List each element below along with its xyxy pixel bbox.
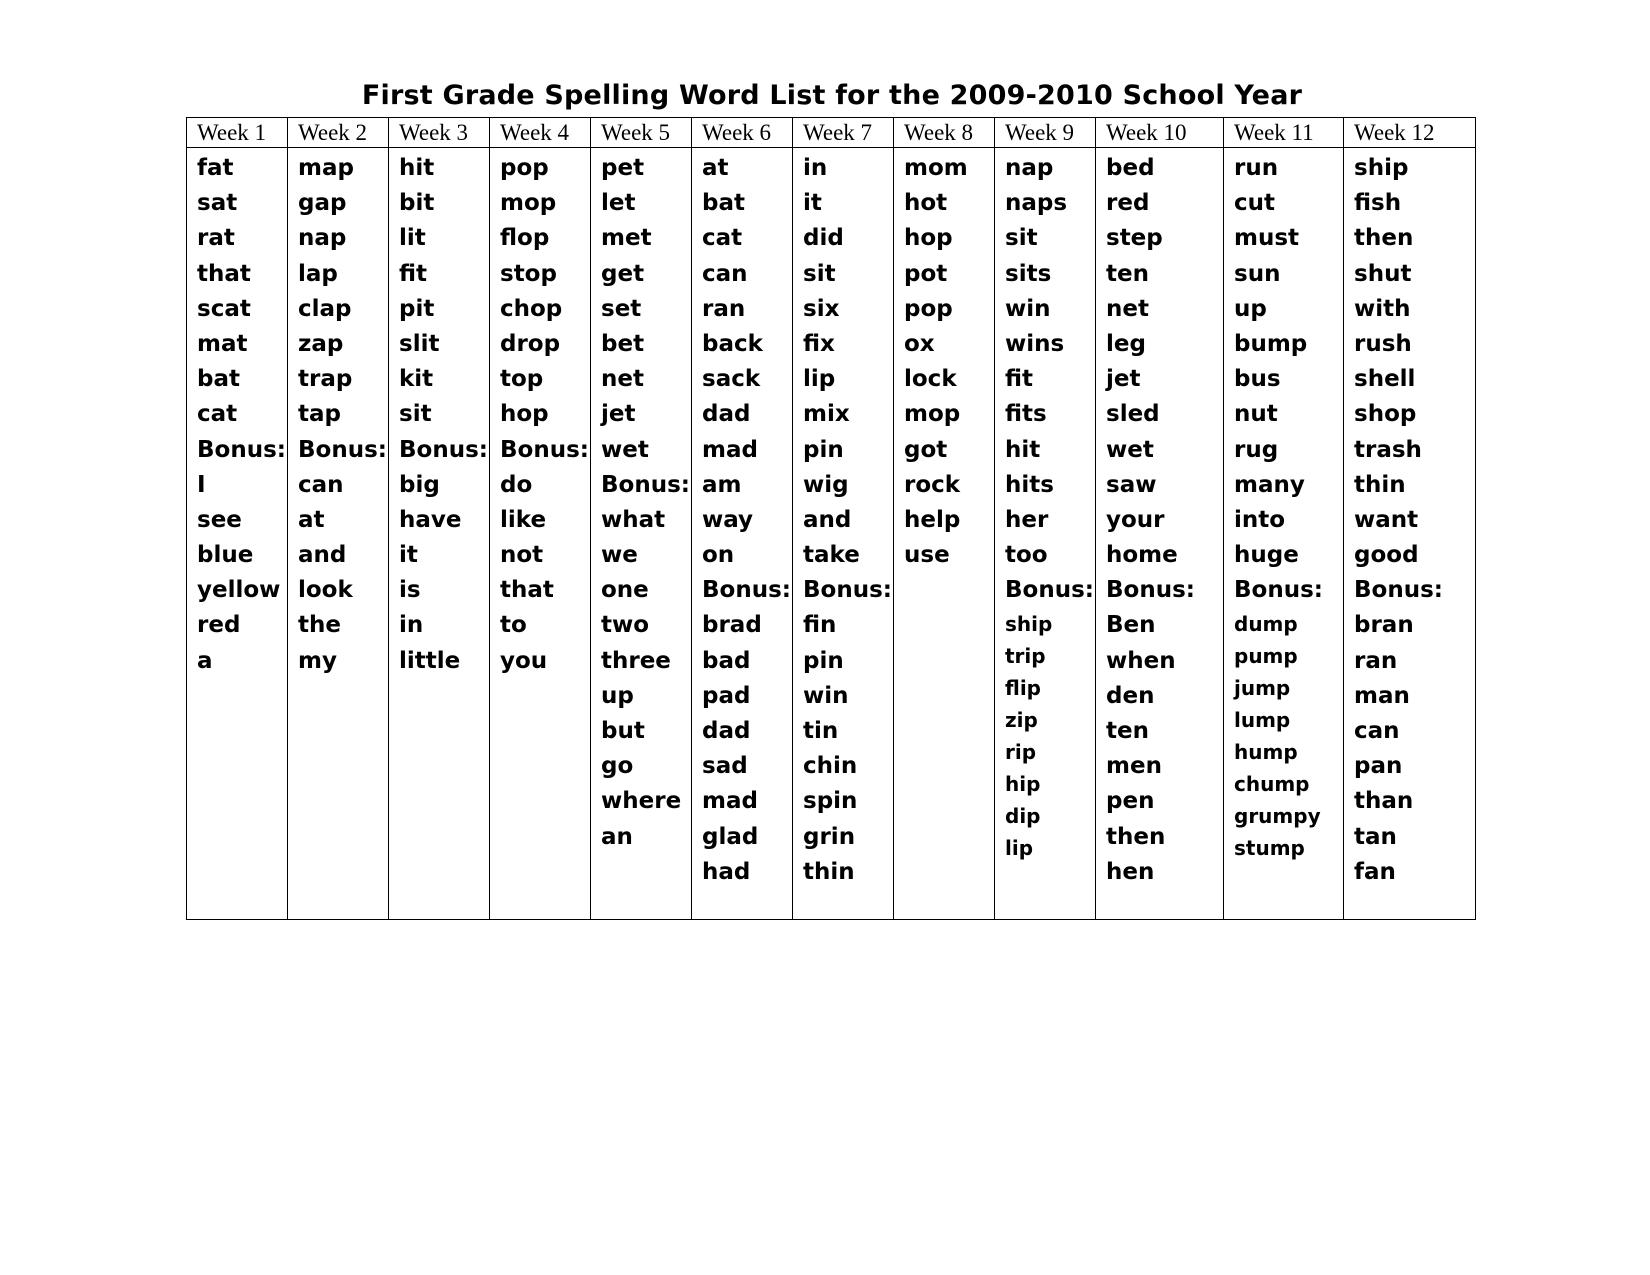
spelling-word: mat <box>197 330 248 357</box>
spelling-word: thin <box>803 858 855 885</box>
bonus-word: dump <box>1234 612 1298 637</box>
spelling-word: lit <box>399 225 426 252</box>
spelling-word: sit <box>803 260 836 287</box>
spelling-word: I <box>197 471 206 498</box>
spelling-word: leg <box>1106 330 1146 357</box>
spelling-word: lip <box>803 366 836 393</box>
spelling-word: go <box>601 753 634 780</box>
spelling-word: bed <box>1106 155 1155 181</box>
page-title: First Grade Spelling Word List for the 2009-2010 School Year <box>361 80 1303 111</box>
spelling-word: cut <box>1234 190 1276 217</box>
spelling-word: naps <box>1005 190 1068 217</box>
spelling-word: chin <box>803 753 858 780</box>
week-5-word-list <box>591 148 692 919</box>
spelling-word: nut <box>1234 401 1278 428</box>
spelling-word: see <box>197 506 242 533</box>
spelling-word: stop <box>500 260 557 287</box>
week-10-word-list <box>1096 148 1224 919</box>
spelling-word: you <box>500 647 548 674</box>
spelling-word: mix <box>803 401 850 428</box>
spelling-word: hop <box>500 401 549 428</box>
spelling-word: sit <box>399 401 432 428</box>
spelling-word: sled <box>1106 401 1160 428</box>
spelling-word: hits <box>1005 471 1054 498</box>
spelling-word: glad <box>702 823 759 850</box>
week-2-word-list <box>288 148 389 919</box>
spelling-word: net <box>1106 295 1149 322</box>
bonus-word: rip <box>1005 740 1037 765</box>
spelling-word: fit <box>399 260 428 287</box>
spelling-word: nap <box>1005 155 1054 181</box>
bonus-label: Bonus: <box>803 577 892 604</box>
spelling-word: home <box>1106 542 1178 569</box>
bonus-word: zip <box>1005 708 1038 733</box>
column-header-week-10: Week 10 <box>1106 120 1187 145</box>
spelling-word: hop <box>904 225 953 252</box>
spelling-word: jet <box>601 401 636 428</box>
spelling-word: spin <box>803 788 858 815</box>
spelling-word: pad <box>702 682 751 709</box>
spelling-word: bat <box>702 190 745 217</box>
bonus-label: Bonus: <box>500 436 589 463</box>
spelling-word: bat <box>197 366 240 393</box>
spelling-word: it <box>803 190 822 217</box>
spelling-word: trash <box>1354 436 1422 463</box>
spelling-word: up <box>1234 295 1267 322</box>
spelling-word: what <box>601 506 666 533</box>
spelling-word: thin <box>1354 471 1406 498</box>
spelling-word: mop <box>904 401 961 428</box>
bonus-label: Bonus: <box>1106 577 1195 604</box>
bonus-word: hump <box>1234 740 1298 765</box>
spelling-word: bump <box>1234 330 1308 357</box>
spelling-word: huge <box>1234 542 1299 569</box>
spelling-word: an <box>601 823 633 850</box>
spelling-word: sad <box>702 753 748 780</box>
spelling-word: win <box>1005 295 1051 322</box>
column-header-week-1: Week 1 <box>197 120 267 145</box>
spelling-word: wet <box>1106 436 1154 463</box>
spelling-word: Ben <box>1106 612 1156 639</box>
spelling-word: ship <box>1354 155 1409 181</box>
spelling-word: mom <box>904 155 968 181</box>
bonus-word: grumpy <box>1234 804 1321 829</box>
bonus-word: trip <box>1005 644 1046 669</box>
spelling-word: let <box>601 190 636 217</box>
spelling-word: set <box>601 295 642 322</box>
spelling-word: that <box>197 260 251 287</box>
spelling-word: pen <box>1106 788 1155 815</box>
spelling-word: must <box>1234 225 1300 252</box>
spelling-word: tin <box>803 718 839 744</box>
spelling-word: little <box>399 647 461 674</box>
spelling-word: lock <box>904 366 957 393</box>
spelling-word: gap <box>298 190 347 217</box>
spelling-word: sit <box>1005 225 1038 252</box>
spelling-word: that <box>500 577 554 604</box>
spelling-word: hen <box>1106 858 1155 885</box>
spelling-word: hot <box>904 190 948 217</box>
spelling-word: take <box>803 542 860 569</box>
spelling-word: my <box>298 647 337 674</box>
spelling-word: fin <box>803 612 837 639</box>
spelling-word: fix <box>803 330 835 357</box>
spelling-word: did <box>803 225 844 252</box>
spelling-word: hit <box>1005 436 1041 463</box>
spelling-word: ten <box>1106 718 1149 744</box>
bonus-label: Bonus: <box>1005 577 1094 604</box>
spelling-word: wins <box>1005 330 1065 357</box>
spelling-word: yellow <box>197 577 281 604</box>
spelling-word: tan <box>1354 823 1397 850</box>
spelling-word: into <box>1234 506 1286 533</box>
column-header-week-7: Week 7 <box>803 120 873 145</box>
column-header-week-12: Week 12 <box>1354 120 1435 145</box>
spelling-word: than <box>1354 788 1414 815</box>
spelling-word: ran <box>702 295 746 322</box>
spelling-word: met <box>601 225 652 252</box>
spelling-word: like <box>500 506 547 533</box>
spelling-word: two <box>601 612 650 639</box>
spelling-word-table <box>186 117 1476 920</box>
bonus-label: Bonus: <box>197 436 286 463</box>
spelling-word: is <box>399 577 421 604</box>
spelling-word: am <box>702 471 742 498</box>
spelling-word: dad <box>702 718 751 744</box>
spelling-word: pin <box>803 647 844 674</box>
spelling-word: pop <box>904 295 953 322</box>
spelling-word: with <box>1354 295 1411 322</box>
spelling-word: we <box>601 542 638 569</box>
spelling-word: at <box>298 506 325 533</box>
column-header-week-6: Week 6 <box>702 120 772 145</box>
spelling-word: it <box>399 542 418 569</box>
week-8-word-list <box>894 148 995 919</box>
week-1-word-list <box>187 148 288 919</box>
spelling-word: the <box>298 612 341 639</box>
bonus-label: Bonus: <box>601 471 690 498</box>
spelling-word: in <box>399 612 424 639</box>
spelling-word: zap <box>298 330 344 357</box>
spelling-word: rush <box>1354 330 1412 357</box>
spelling-word: win <box>803 682 849 709</box>
spelling-word: fan <box>1354 858 1396 885</box>
spelling-word: not <box>500 542 544 569</box>
bonus-word: lip <box>1005 836 1034 861</box>
week-12-word-list <box>1344 148 1476 919</box>
spelling-word: good <box>1354 542 1419 569</box>
column-header-week-4: Week 4 <box>500 120 570 145</box>
bonus-word: pump <box>1234 644 1298 669</box>
spelling-word: bet <box>601 330 645 357</box>
spelling-word: hit <box>399 155 435 181</box>
spelling-word: trap <box>298 366 353 393</box>
spelling-word: bit <box>399 190 435 217</box>
spelling-word: had <box>702 858 751 885</box>
week-7-word-list <box>793 148 894 919</box>
spelling-word: use <box>904 542 950 569</box>
spelling-word: where <box>601 788 682 815</box>
spelling-word: then <box>1354 225 1414 252</box>
spelling-word: got <box>904 436 948 463</box>
spelling-word: rock <box>904 471 961 498</box>
spelling-word: blue <box>197 542 254 569</box>
spelling-word: pot <box>904 260 948 287</box>
spelling-word: and <box>803 506 852 533</box>
spelling-word: big <box>399 471 440 498</box>
week-4-word-list <box>490 148 591 919</box>
spelling-word: in <box>803 155 828 181</box>
spelling-word: pet <box>601 155 645 181</box>
spelling-word: do <box>500 471 533 498</box>
bonus-label: Bonus: <box>399 436 488 463</box>
spelling-word: many <box>1234 471 1305 498</box>
bonus-word: dip <box>1005 804 1041 829</box>
bonus-word: flip <box>1005 676 1041 701</box>
spelling-word: ox <box>904 330 935 357</box>
bonus-word: ship <box>1005 612 1053 637</box>
spelling-word: kit <box>399 366 434 393</box>
spelling-word: mop <box>500 190 557 217</box>
spelling-word: shut <box>1354 260 1412 287</box>
spelling-word: saw <box>1106 471 1157 498</box>
spelling-word: brad <box>702 612 762 639</box>
spelling-word: red <box>197 612 241 639</box>
spelling-word: help <box>904 506 961 533</box>
spelling-word: clap <box>298 295 352 322</box>
spelling-word: drop <box>500 330 561 357</box>
spelling-word: men <box>1106 753 1162 780</box>
week-11-word-list <box>1224 148 1344 919</box>
spelling-word: get <box>601 260 645 287</box>
spelling-word: slit <box>399 330 440 357</box>
spelling-word: can <box>702 260 748 287</box>
spelling-word: shop <box>1354 401 1417 428</box>
spelling-word: mad <box>702 788 758 815</box>
spelling-word: cat <box>702 225 743 252</box>
bonus-label: Bonus: <box>702 577 791 604</box>
spelling-word: flop <box>500 225 550 252</box>
week-9-word-list <box>995 148 1096 919</box>
spelling-word: up <box>601 682 634 709</box>
spelling-word: map <box>298 155 354 181</box>
spelling-word: when <box>1106 647 1176 674</box>
spelling-word: sun <box>1234 260 1281 287</box>
spelling-word: top <box>500 366 544 393</box>
spelling-word: tap <box>298 401 341 428</box>
spelling-word: your <box>1106 506 1165 533</box>
spelling-word: run <box>1234 155 1279 181</box>
column-header-week-9: Week 9 <box>1005 120 1075 145</box>
spelling-word: jet <box>1106 366 1141 393</box>
spelling-word: den <box>1106 682 1155 709</box>
spelling-word: her <box>1005 506 1049 533</box>
spelling-word: pop <box>500 155 549 181</box>
spelling-word: on <box>702 542 735 569</box>
spelling-word: nap <box>298 225 347 252</box>
week-6-word-list <box>692 148 793 919</box>
spelling-word: lap <box>298 260 338 287</box>
spelling-word: bad <box>702 647 751 674</box>
spelling-word: three <box>601 647 671 674</box>
bonus-label: Bonus: <box>298 436 387 463</box>
spelling-word: pit <box>399 295 435 322</box>
spelling-word: fit <box>1005 366 1034 393</box>
spelling-word: wet <box>601 436 649 463</box>
spelling-word: a <box>197 647 213 674</box>
spelling-word: shell <box>1354 366 1416 393</box>
spelling-word: at <box>702 155 729 181</box>
spelling-word: can <box>298 471 344 498</box>
spelling-word: too <box>1005 542 1048 569</box>
spelling-word: dad <box>702 401 751 428</box>
spelling-word: fits <box>1005 401 1047 428</box>
bonus-label: Bonus: <box>1354 577 1443 604</box>
spelling-word: want <box>1354 506 1419 533</box>
spelling-word: have <box>399 506 462 533</box>
table-header-row <box>187 118 1475 148</box>
spelling-word: look <box>298 577 353 604</box>
spelling-word: pan <box>1354 753 1403 780</box>
bonus-word: jump <box>1234 676 1291 701</box>
spelling-word: scat <box>197 295 251 322</box>
spelling-word: fat <box>197 155 234 181</box>
spelling-word: ten <box>1106 260 1149 287</box>
week-3-word-list <box>389 148 490 919</box>
spelling-word: ran <box>1354 647 1398 674</box>
column-header-week-11: Week 11 <box>1234 120 1314 145</box>
spelling-word: sack <box>702 366 761 393</box>
spelling-word: one <box>601 577 649 604</box>
bonus-word: lump <box>1234 708 1291 733</box>
spelling-word: rat <box>197 225 235 252</box>
column-header-week-3: Week 3 <box>399 120 469 145</box>
spelling-word: bran <box>1354 612 1414 639</box>
spelling-word: fish <box>1354 190 1402 217</box>
bonus-word: hip <box>1005 772 1041 797</box>
spelling-word: can <box>1354 718 1400 744</box>
spelling-word: then <box>1106 823 1166 850</box>
spelling-word: net <box>601 366 644 393</box>
column-header-week-2: Week 2 <box>298 120 368 145</box>
spelling-word: and <box>298 542 347 569</box>
spelling-word: chop <box>500 295 563 322</box>
spelling-word: but <box>601 718 645 744</box>
column-header-week-5: Week 5 <box>601 120 671 145</box>
bonus-label: Bonus: <box>1234 577 1323 604</box>
spelling-word: cat <box>197 401 238 428</box>
spelling-word: bus <box>1234 366 1281 393</box>
spelling-word: six <box>803 295 840 322</box>
spelling-word: man <box>1354 682 1410 709</box>
spelling-word: way <box>702 506 754 533</box>
bonus-word: stump <box>1234 836 1305 861</box>
spelling-word: step <box>1106 225 1163 252</box>
spelling-word: back <box>702 330 763 357</box>
column-header-week-8: Week 8 <box>904 120 974 145</box>
spelling-word: sits <box>1005 260 1052 287</box>
spelling-word: pin <box>803 436 844 463</box>
spelling-word: sat <box>197 190 238 217</box>
spelling-word: mad <box>702 436 758 463</box>
spelling-word: red <box>1106 190 1150 217</box>
spelling-word: to <box>500 612 527 639</box>
spelling-word: rug <box>1234 436 1279 463</box>
bonus-word: chump <box>1234 772 1310 797</box>
spelling-word: grin <box>803 823 856 850</box>
spelling-word: wig <box>803 471 849 498</box>
